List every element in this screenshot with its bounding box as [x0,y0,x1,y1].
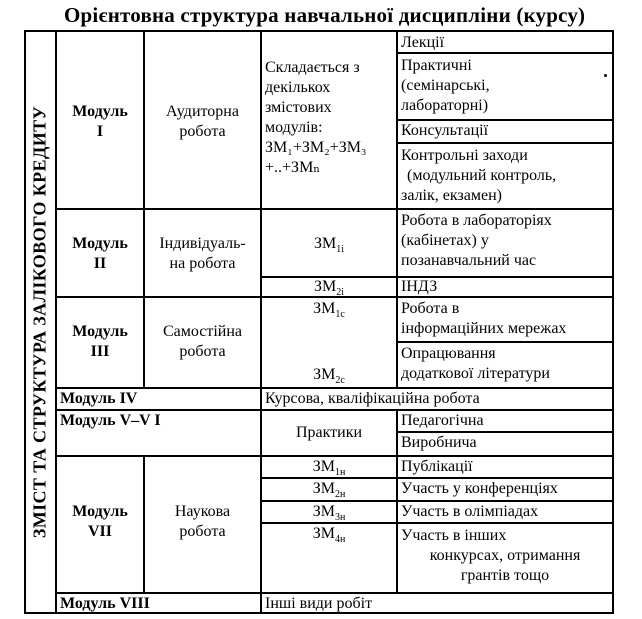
module3-item1: Робота в інформаційних мережах [401,300,567,337]
module7-type: Наукова робота [174,503,231,540]
module2-name: Модуль II [72,235,128,272]
practical-item: Практичні (семінарські, лабораторні) [401,57,490,114]
module1-name: Модуль I [72,103,128,140]
module5-name: Модуль V–V I [60,412,161,429]
module2-type: Індивідуаль- на робота [159,235,246,272]
grid-line [396,142,614,144]
module7-zm1: $ЗМ_{1н}$ [312,458,346,479]
module2-zm2: $ЗМ_{2i}$ [313,278,345,299]
side-label: ЗМІСТ ТА СТРУКТУРА ЗАЛІКОВОГО КРЕДИТУ [29,105,50,539]
module7-name: Модуль VII [72,503,128,540]
module1-type: Аудиторна робота [166,103,239,140]
module8-name: Модуль VIII [60,595,150,612]
module3-zm2: $ЗМ_{2c}$ [313,366,345,387]
module5-item2: Виробнича [401,434,477,451]
grid-line [55,208,614,210]
module4-content: Курсова, кваліфікаційна робота [265,390,480,407]
module2-zm1: $ЗМ_{1i}$ [313,235,345,256]
control-item: Контрольні заходи (модульний контроль, залік, екзамен) [401,147,557,204]
consultations-item: Консультації [401,122,489,139]
module7-zm3: $ЗМ_{3н}$ [312,503,346,524]
module3-item2: Опрацювання додаткової літератури [401,345,550,382]
module5-type: Практики [295,424,363,441]
module1-description: Складається з декількох змістових модулів: ЗМ₁+ЗМ₂+ЗМ₃ +..+ЗМₙ [265,59,367,176]
module4-name: Модуль IV [60,390,138,407]
module5-item1: Педагогічна [401,412,484,429]
grid-line [396,341,614,343]
page-title: Орієнтовна структура навчальної дисципліни (курсу) [64,3,586,27]
module3-type: Самостійна робота [162,323,243,360]
module7-item1: Публікації [401,458,473,475]
module2-item2: ІНДЗ [401,278,438,295]
side-label-cell [24,30,56,614]
module7-zm2: $ЗМ_{2н}$ [312,480,346,501]
lectures-item: Лекції [401,34,445,51]
module3-name: Модуль III [72,323,128,360]
stray-dot [604,74,607,77]
module7-item2: Участь у конференціях [401,480,558,497]
module8-content: Інші види робіт [265,595,373,612]
module7-zm4: $ЗМ_{4н}$ [312,525,346,546]
module7-item3: Участь в олімпіадах [401,503,539,520]
module2-item1: Робота в лабораторіях (кабінетах) у позанавчальний час [401,212,552,269]
module3-zm1: $ЗМ_{1c}$ [313,300,345,321]
module7-item4: Участь в інших конкурсах, отримання грантів тощо [401,527,581,584]
